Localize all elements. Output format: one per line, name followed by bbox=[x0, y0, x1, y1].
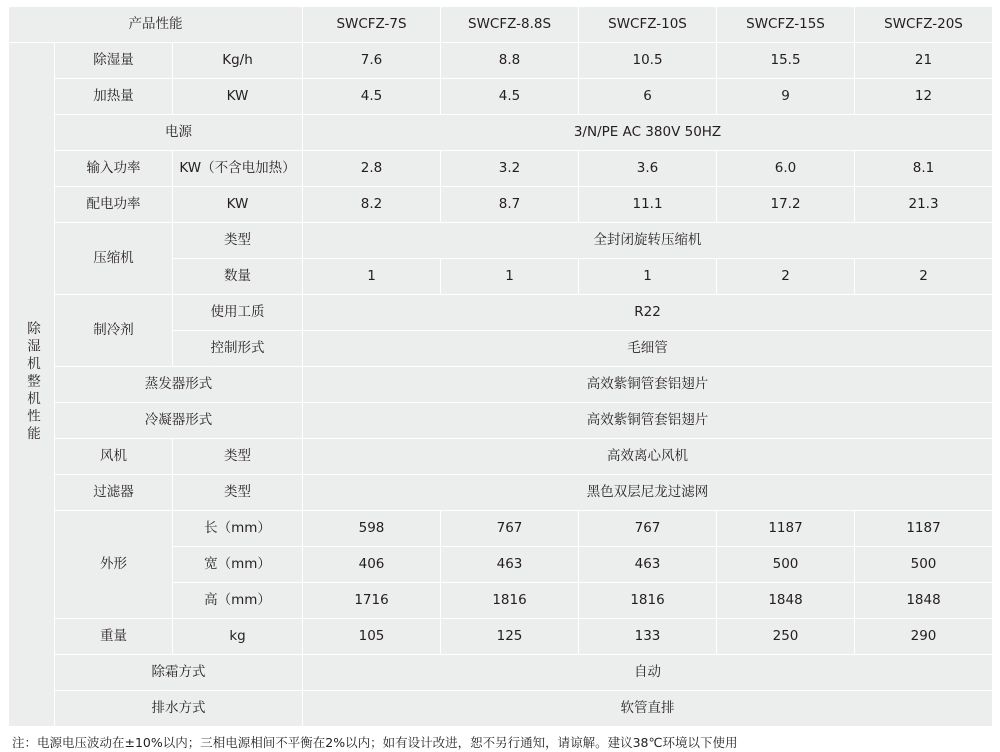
table-row bbox=[9, 619, 993, 655]
row-label: 风机 bbox=[55, 439, 173, 475]
cell-value: 6 bbox=[579, 79, 717, 115]
row-sublabel: 数量 bbox=[173, 259, 303, 295]
table-header-row bbox=[9, 7, 993, 43]
cell-value: 500 bbox=[855, 547, 993, 583]
row-label: 加热量 bbox=[55, 79, 173, 115]
cell-value: 463 bbox=[441, 547, 579, 583]
cell-value-span: 毛细管 bbox=[303, 331, 993, 367]
cell-value-span: 自动 bbox=[303, 655, 993, 691]
row-label: 除湿量 bbox=[55, 43, 173, 79]
cell-value: 9 bbox=[717, 79, 855, 115]
footnote: 注：电源电压波动在±10%以内；三相电源相间不平衡在2%以内；如有设计改进，恕不另行通知，请谅解。建议38℃环境以下使用 bbox=[12, 735, 738, 750]
table-row bbox=[9, 439, 993, 475]
cell-value: 290 bbox=[855, 619, 993, 655]
cell-value: 1816 bbox=[579, 583, 717, 619]
cell-value-span: 全封闭旋转压缩机 bbox=[303, 223, 993, 259]
row-label: 过滤器 bbox=[55, 475, 173, 511]
header-model-3: SWCFZ-10S bbox=[579, 7, 717, 43]
table-row bbox=[9, 475, 993, 511]
row-sublabel: kg bbox=[173, 619, 303, 655]
cell-value: 250 bbox=[717, 619, 855, 655]
row-label: 重量 bbox=[55, 619, 173, 655]
table-row bbox=[9, 151, 993, 187]
table-row bbox=[9, 115, 993, 151]
cell-value: 3.6 bbox=[579, 151, 717, 187]
cell-value-span: 高效离心风机 bbox=[303, 439, 993, 475]
row-sublabel: 控制形式 bbox=[173, 331, 303, 367]
cell-value: 133 bbox=[579, 619, 717, 655]
cell-value: 500 bbox=[717, 547, 855, 583]
cell-value: 463 bbox=[579, 547, 717, 583]
cell-value: 1716 bbox=[303, 583, 441, 619]
row-label: 配电功率 bbox=[55, 187, 173, 223]
cell-value: 767 bbox=[441, 511, 579, 547]
row-sublabel: 使用工质 bbox=[173, 295, 303, 331]
cell-value: 2 bbox=[855, 259, 993, 295]
row-label: 外形 bbox=[55, 511, 173, 619]
cell-value: 1187 bbox=[855, 511, 993, 547]
cell-value: 1848 bbox=[855, 583, 993, 619]
cell-value: 8.8 bbox=[441, 43, 579, 79]
vertical-header: 除湿机整机性能 bbox=[9, 43, 55, 727]
cell-value: 12 bbox=[855, 79, 993, 115]
cell-value-span: 黑色双层尼龙过滤网 bbox=[303, 475, 993, 511]
row-label: 冷凝器形式 bbox=[55, 403, 303, 439]
table-row bbox=[9, 511, 993, 547]
cell-value: 6.0 bbox=[717, 151, 855, 187]
row-sublabel: KW（不含电加热） bbox=[173, 151, 303, 187]
row-label: 除霜方式 bbox=[55, 655, 303, 691]
table-row bbox=[9, 655, 993, 691]
row-sublabel: 类型 bbox=[173, 223, 303, 259]
header-model-4: SWCFZ-15S bbox=[717, 7, 855, 43]
table-row bbox=[9, 367, 993, 403]
header-title: 产品性能 bbox=[9, 7, 303, 43]
table-row bbox=[9, 403, 993, 439]
cell-value: 8.2 bbox=[303, 187, 441, 223]
header-model-5: SWCFZ-20S bbox=[855, 7, 993, 43]
row-sublabel: KW bbox=[173, 187, 303, 223]
cell-value-span: R22 bbox=[303, 295, 993, 331]
table-row bbox=[9, 187, 993, 223]
cell-value-span: 软管直排 bbox=[303, 691, 993, 727]
cell-value: 767 bbox=[579, 511, 717, 547]
cell-value: 15.5 bbox=[717, 43, 855, 79]
row-sublabel: 长（mm） bbox=[173, 511, 303, 547]
header-model-1: SWCFZ-7S bbox=[303, 7, 441, 43]
cell-value: 11.1 bbox=[579, 187, 717, 223]
cell-value: 1848 bbox=[717, 583, 855, 619]
cell-value: 10.5 bbox=[579, 43, 717, 79]
row-label: 输入功率 bbox=[55, 151, 173, 187]
cell-value-span: 3/N/PE AC 380V 50HZ bbox=[303, 115, 993, 151]
header-model-2: SWCFZ-8.8S bbox=[441, 7, 579, 43]
specification-table bbox=[8, 6, 993, 727]
cell-value: 125 bbox=[441, 619, 579, 655]
row-sublabel: 宽（mm） bbox=[173, 547, 303, 583]
cell-value: 598 bbox=[303, 511, 441, 547]
row-sublabel: KW bbox=[173, 79, 303, 115]
cell-value: 21 bbox=[855, 43, 993, 79]
cell-value: 1 bbox=[303, 259, 441, 295]
row-sublabel: 类型 bbox=[173, 475, 303, 511]
row-sublabel: 类型 bbox=[173, 439, 303, 475]
cell-value-span: 高效紫铜管套铝翅片 bbox=[303, 367, 993, 403]
row-label: 压缩机 bbox=[55, 223, 173, 295]
cell-value: 7.6 bbox=[303, 43, 441, 79]
cell-value: 2.8 bbox=[303, 151, 441, 187]
row-label: 排水方式 bbox=[55, 691, 303, 727]
cell-value: 105 bbox=[303, 619, 441, 655]
cell-value-span: 高效紫铜管套铝翅片 bbox=[303, 403, 993, 439]
table-row bbox=[9, 79, 993, 115]
cell-value: 4.5 bbox=[441, 79, 579, 115]
row-label: 制冷剂 bbox=[55, 295, 173, 367]
cell-value: 1 bbox=[441, 259, 579, 295]
cell-value: 17.2 bbox=[717, 187, 855, 223]
row-sublabel: Kg/h bbox=[173, 43, 303, 79]
cell-value: 2 bbox=[717, 259, 855, 295]
cell-value: 1187 bbox=[717, 511, 855, 547]
table-row bbox=[9, 43, 993, 79]
table-row bbox=[9, 691, 993, 727]
cell-value: 8.1 bbox=[855, 151, 993, 187]
cell-value: 1816 bbox=[441, 583, 579, 619]
row-label: 电源 bbox=[55, 115, 303, 151]
row-sublabel: 高（mm） bbox=[173, 583, 303, 619]
cell-value: 1 bbox=[579, 259, 717, 295]
cell-value: 8.7 bbox=[441, 187, 579, 223]
cell-value: 406 bbox=[303, 547, 441, 583]
table-row bbox=[9, 295, 993, 331]
row-label: 蒸发器形式 bbox=[55, 367, 303, 403]
cell-value: 21.3 bbox=[855, 187, 993, 223]
table-row bbox=[9, 223, 993, 259]
cell-value: 4.5 bbox=[303, 79, 441, 115]
cell-value: 3.2 bbox=[441, 151, 579, 187]
